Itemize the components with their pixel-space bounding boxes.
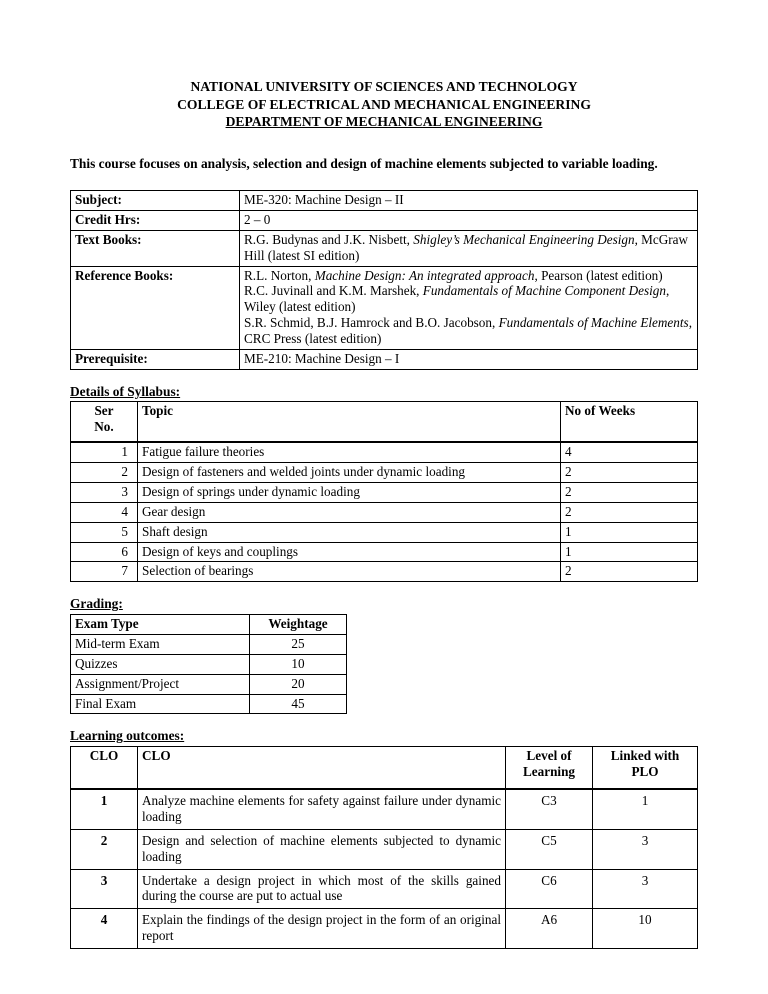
reference-book-entry (244, 268, 693, 284)
header-level-line1: Level of (526, 748, 572, 764)
cell-weightage: 45 (250, 694, 347, 714)
cell-topic: Design of springs under dynamic loading (138, 483, 561, 503)
label-subject: Subject: (71, 191, 240, 211)
reference-book-entry (244, 315, 693, 347)
value-reference-books (240, 266, 698, 349)
cell-clo-no: 2 (71, 829, 138, 869)
table-row (71, 463, 698, 483)
ref-publisher: , Wiley (latest edition) (244, 283, 670, 315)
ref-title: Fundamentals of Machine Component Design (422, 283, 666, 299)
grading-table (70, 614, 347, 714)
ref-authors: R.C. Juvinall and K.M. Marshek, (244, 283, 423, 299)
cell-weeks: 4 (561, 442, 698, 462)
cell-linked-plo: 1 (593, 789, 698, 829)
header-line-college: COLLEGE OF ELECTRICAL AND MECHANICAL ENGINEERING (177, 96, 591, 112)
cell-exam-type: Quizzes (71, 654, 250, 674)
table-header-row (71, 747, 698, 790)
header-line-department: DEPARTMENT OF MECHANICAL ENGINEERING (225, 114, 543, 130)
label-prerequisite: Prerequisite: (71, 349, 240, 369)
cell-exam-type: Assignment/Project (71, 674, 250, 694)
ref-title: Fundamentals of Machine Elements (498, 315, 689, 331)
cell-level-of-learning: C3 (506, 789, 593, 829)
cell-topic: Design of fasteners and welded joints under dynamic loading (138, 463, 561, 483)
cell-clo-description: Undertake a design project in which most of the skills gained during the course are put to actual use (138, 869, 506, 909)
cell-weightage: 20 (250, 674, 347, 694)
table-row (71, 909, 698, 949)
table-row (71, 694, 347, 714)
cell-topic: Design of keys and couplings (138, 542, 561, 562)
syllabus-table (70, 401, 698, 582)
cell-clo-description: Design and selection of machine elements subjected to dynamic loading (138, 829, 506, 869)
header-exam-type: Exam Type (71, 615, 250, 635)
cell-weeks: 1 (561, 542, 698, 562)
table-row (71, 230, 698, 266)
label-text-books: Text Books: (71, 230, 240, 266)
table-row (71, 562, 698, 582)
header-no-of-weeks: No of Weeks (561, 402, 698, 443)
cell-weeks: 2 (561, 463, 698, 483)
table-row (71, 266, 698, 349)
course-description: This course focuses on analysis, selection and design of machine elements subjected to variable loading. (70, 156, 658, 172)
header-ser-no (71, 402, 138, 443)
table-row (71, 634, 347, 654)
cell-clo-no: 1 (71, 789, 138, 829)
table-row (71, 789, 698, 829)
cell-ser: 3 (71, 483, 138, 503)
value-text-books (240, 230, 698, 266)
header-weightage: Weightage (250, 615, 347, 635)
header-ser-line2: No. (94, 419, 114, 435)
learning-outcomes-caption: Learning outcomes: (70, 728, 185, 744)
cell-weightage: 10 (250, 654, 347, 674)
grading-caption: Grading: (70, 596, 123, 612)
header-line-university: NATIONAL UNIVERSITY OF SCIENCES AND TECHNOLOGY (190, 79, 578, 94)
cell-clo-no: 3 (71, 869, 138, 909)
institution-header (70, 78, 698, 131)
cell-level-of-learning: C5 (506, 829, 593, 869)
header-topic: Topic (138, 402, 561, 443)
table-row (71, 522, 698, 542)
header-level-line2: Learning (522, 764, 576, 780)
text-book-title: Shigley’s Mechanical Engineering Design (413, 231, 635, 247)
learning-outcomes-table (70, 746, 698, 949)
cell-exam-type: Mid-term Exam (71, 634, 250, 654)
cell-level-of-learning: A6 (506, 909, 593, 949)
value-subject: ME-320: Machine Design – II (240, 191, 698, 211)
cell-weeks: 2 (561, 483, 698, 503)
value-prerequisite: ME-210: Machine Design – I (240, 349, 698, 369)
table-row (71, 442, 698, 462)
cell-ser: 4 (71, 502, 138, 522)
cell-ser: 7 (71, 562, 138, 582)
table-row (71, 211, 698, 231)
header-plo-line1: Linked with (610, 748, 680, 764)
course-info-table (70, 190, 698, 369)
table-row (71, 869, 698, 909)
text-book-publisher: , McGraw Hill (latest SI edition) (244, 231, 689, 263)
cell-linked-plo: 3 (593, 869, 698, 909)
header-ser-line1: Ser (94, 403, 114, 419)
table-row (71, 483, 698, 503)
value-credit-hrs: 2 – 0 (240, 211, 698, 231)
header-linked-with-plo (593, 747, 698, 790)
table-row (71, 654, 347, 674)
ref-publisher: , Pearson (latest edition) (534, 267, 663, 283)
cell-weeks: 2 (561, 562, 698, 582)
cell-topic: Shaft design (138, 522, 561, 542)
table-row (71, 829, 698, 869)
table-header-row (71, 615, 347, 635)
cell-topic: Gear design (138, 502, 561, 522)
reference-book-entry (244, 283, 693, 315)
cell-weightage: 25 (250, 634, 347, 654)
header-clo-no: CLO (71, 747, 138, 790)
ref-authors: S.R. Schmid, B.J. Hamrock and B.O. Jacobson, (244, 315, 499, 331)
cell-exam-type: Final Exam (71, 694, 250, 714)
text-book-authors: R.G. Budynas and J.K. Nisbett, (244, 231, 414, 247)
header-level-of-learning (506, 747, 593, 790)
ref-publisher: , CRC Press (latest edition) (244, 315, 692, 346)
label-credit-hrs: Credit Hrs: (71, 211, 240, 231)
table-row (71, 349, 698, 369)
cell-ser: 6 (71, 542, 138, 562)
table-row (71, 674, 347, 694)
table-row (71, 502, 698, 522)
cell-linked-plo: 3 (593, 829, 698, 869)
cell-clo-description: Analyze machine elements for safety against failure under dynamic loading (138, 789, 506, 829)
label-reference-books: Reference Books: (71, 266, 240, 349)
cell-clo-no: 4 (71, 909, 138, 949)
syllabus-caption: Details of Syllabus: (70, 383, 181, 399)
cell-topic: Selection of bearings (138, 562, 561, 582)
cell-ser: 5 (71, 522, 138, 542)
table-row (71, 191, 698, 211)
cell-level-of-learning: C6 (506, 869, 593, 909)
cell-ser: 1 (71, 442, 138, 462)
header-plo-line2: PLO (631, 764, 659, 780)
cell-weeks: 1 (561, 522, 698, 542)
header-clo-description: CLO (138, 747, 506, 790)
ref-authors: R.L. Norton, (244, 267, 315, 283)
cell-ser: 2 (71, 463, 138, 483)
cell-linked-plo: 10 (593, 909, 698, 949)
cell-weeks: 2 (561, 502, 698, 522)
cell-topic: Fatigue failure theories (138, 442, 561, 462)
table-row (71, 542, 698, 562)
ref-title: Machine Design: An integrated approach (314, 267, 535, 283)
table-header-row (71, 402, 698, 443)
cell-clo-description: Explain the findings of the design project in the form of an original report (138, 909, 506, 949)
